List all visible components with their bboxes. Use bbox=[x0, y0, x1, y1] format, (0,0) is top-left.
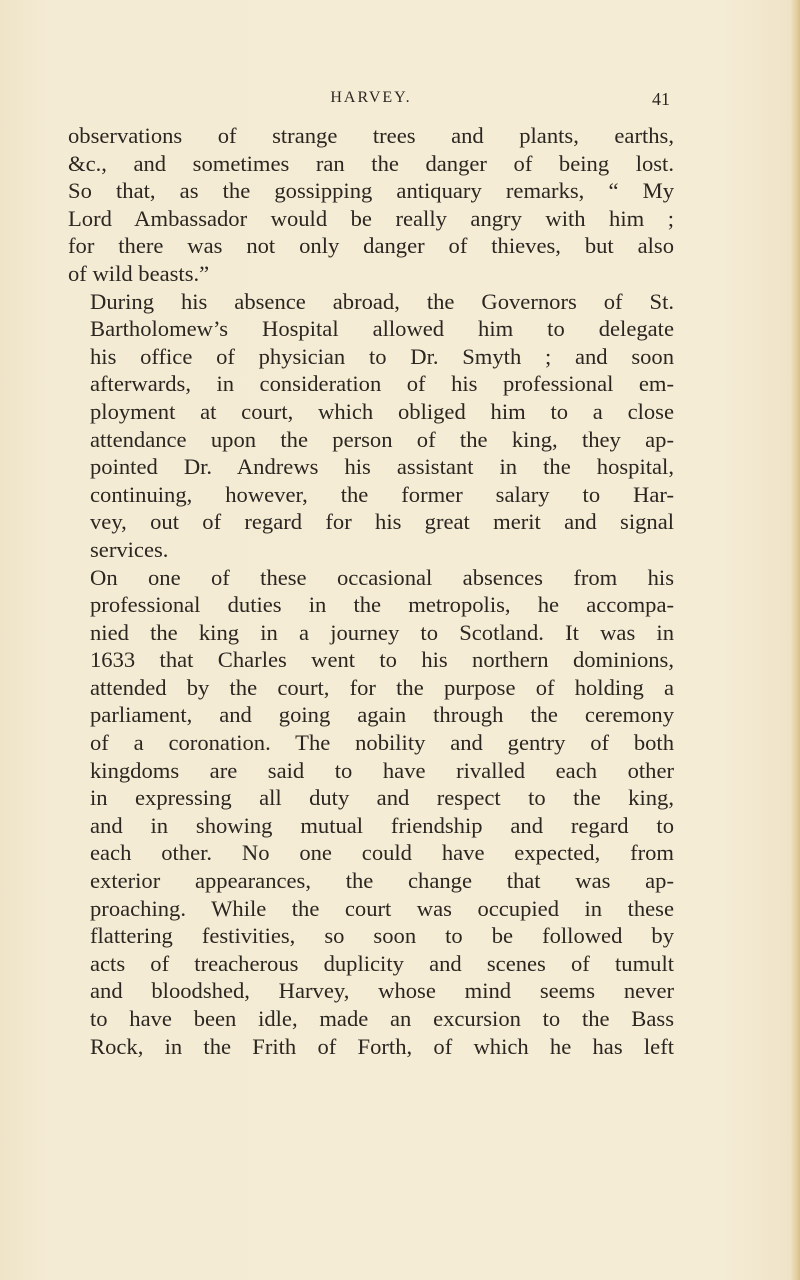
text-line: exterior appearances, the change that was ap- bbox=[90, 868, 674, 894]
text-line: So that, as the gossipping antiquary remarks, “ My bbox=[68, 178, 674, 204]
text-line: attendance upon the person of the king, they ap- bbox=[90, 426, 674, 452]
text-line: of a coronation. The nobility and gentry of both bbox=[90, 730, 674, 756]
text-line: Lord Ambassador would be really angry with him ; bbox=[68, 205, 674, 231]
text-line: continuing, however, the former salary to Har- bbox=[90, 481, 674, 507]
text-line: observations of strange trees and plants, earths, bbox=[68, 123, 674, 148]
text-line: services. bbox=[90, 536, 169, 562]
text-line: ployment at court, which obliged him to a close bbox=[90, 398, 674, 424]
text-line: During his absence abroad, the Governors of St. bbox=[90, 288, 674, 314]
text-line: kingdoms are said to have rivalled each other bbox=[90, 757, 674, 783]
text-line: for there was not only danger of thieves, but also bbox=[68, 233, 674, 259]
text-line: acts of treacherous duplicity and scenes of tumult bbox=[90, 950, 674, 976]
paragraph bbox=[68, 288, 674, 564]
text-line: proaching. While the court was occupied in these bbox=[90, 895, 674, 921]
text-line: Rock, in the Frith of Forth, of which he has left bbox=[90, 1033, 674, 1059]
text-line: afterwards, in consideration of his professional em- bbox=[90, 371, 674, 397]
text-line: flattering festivities, so soon to be followed by bbox=[90, 923, 674, 949]
paragraph bbox=[68, 564, 674, 1061]
running-head: HARVEY. bbox=[330, 89, 412, 106]
page-header bbox=[68, 89, 674, 113]
text-line: professional duties in the metropolis, he accompa- bbox=[90, 592, 674, 618]
paragraph bbox=[68, 122, 674, 288]
text-line: and in showing mutual friendship and regard to bbox=[90, 812, 674, 838]
text-line: pointed Dr. Andrews his assistant in the hospital, bbox=[90, 454, 674, 480]
text-line: 1633 that Charles went to his northern dominions, bbox=[90, 647, 674, 673]
text-line: attended by the court, for the purpose of holding a bbox=[90, 674, 674, 700]
text-line: On one of these occasional absences from his bbox=[90, 564, 674, 590]
text-line: and bloodshed, Harvey, whose mind seems never bbox=[90, 978, 674, 1004]
text-line: Bartholomew’s Hospital allowed him to delegate bbox=[90, 316, 674, 342]
text-line: parliament, and going again through the ceremony bbox=[90, 702, 674, 728]
text-line: to have been idle, made an excursion to the Bass bbox=[90, 1006, 674, 1031]
page-edge-shadow bbox=[790, 0, 800, 1280]
body-text bbox=[68, 122, 674, 1060]
text-line: &c., and sometimes ran the danger of being lost. bbox=[68, 150, 674, 176]
text-line: of wild beasts.” bbox=[68, 260, 210, 286]
text-line: each other. No one could have expected, from bbox=[90, 840, 674, 866]
text-line: nied the king in a journey to Scotland. It was in bbox=[90, 619, 674, 645]
text-line: vey, out of regard for his great merit and signal bbox=[90, 509, 674, 535]
page-number: 41 bbox=[652, 89, 670, 109]
text-line: his office of physician to Dr. Smyth ; and soon bbox=[90, 343, 674, 369]
text-line: in expressing all duty and respect to the king, bbox=[90, 785, 674, 811]
